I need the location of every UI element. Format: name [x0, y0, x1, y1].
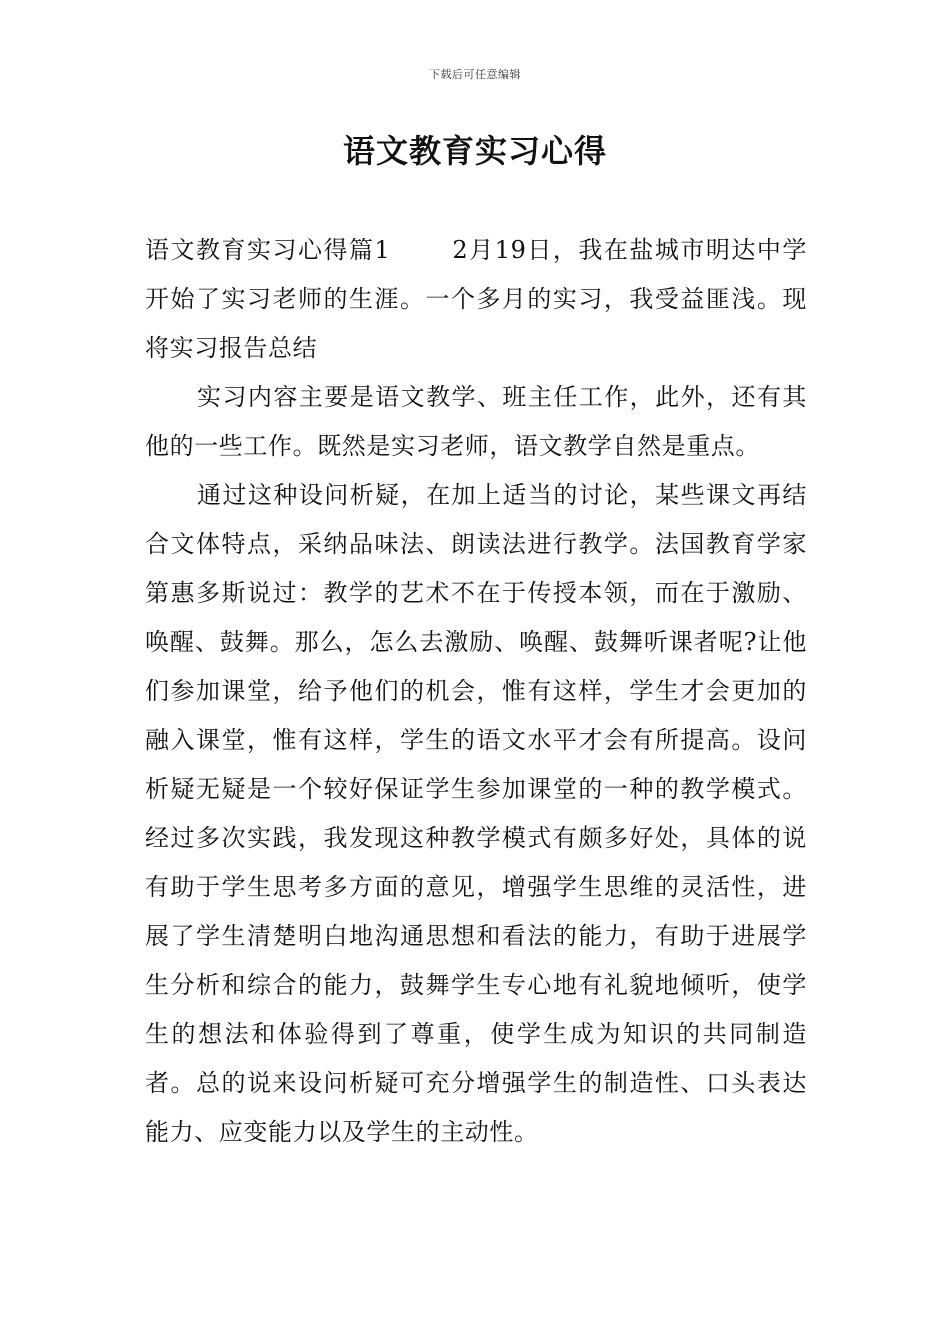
section-heading: 语文教育实习心得篇1 — [145, 236, 391, 264]
paragraph-1-text: 2月19日，我在盐城市明达中学开始了实习老师的生涯。一个多月的实习，我受益匪浅。现将实习报告总结 — [145, 236, 807, 362]
page-title: 语文教育实习心得 — [342, 132, 607, 170]
paragraph-3: 通过这种设问析疑，在加上适当的讨论，某些课文再结合文体特点，采纳品味法、朗读法进行教学。法国教育学家第惠多斯说过：教学的艺术不在于传授本领，而在于激励、唤醒、鼓舞。那么，怎么去激励、唤醒、鼓舞听课者呢?让他们参加课堂，给予他们的机会，惟有这样，学生才会更加的融入课堂，惟有这样，学生的语文水平才会有所提高。设问析疑无疑是一个较好保证学生参加课堂的一种的教学模式。经过多次实践，我发现这种教学模式有颇多好处，具体的说有助于学生思考多方面的意见，增强学生思维的灵活性，进展了学生清楚明白地沟通思想和看法的能力，有助于进展学生分析和综合的能力，鼓舞学生专心地有礼貌地倾听，使学生的想法和体验得到了尊重，使学生成为知识的共同制造者。总的说来设问析疑可充分增强学生的制造性、口头表达能力、应变能力以及学生的主动性。 — [145, 481, 807, 1146]
document-body — [145, 226, 807, 1157]
paragraph-1 — [145, 226, 807, 373]
header-note: 下载后可任意编辑 — [429, 68, 521, 81]
paragraph-2: 实习内容主要是语文教学、班主任工作，此外，还有其他的一些工作。既然是实习老师，语文教学自然是重点。 — [145, 383, 807, 460]
